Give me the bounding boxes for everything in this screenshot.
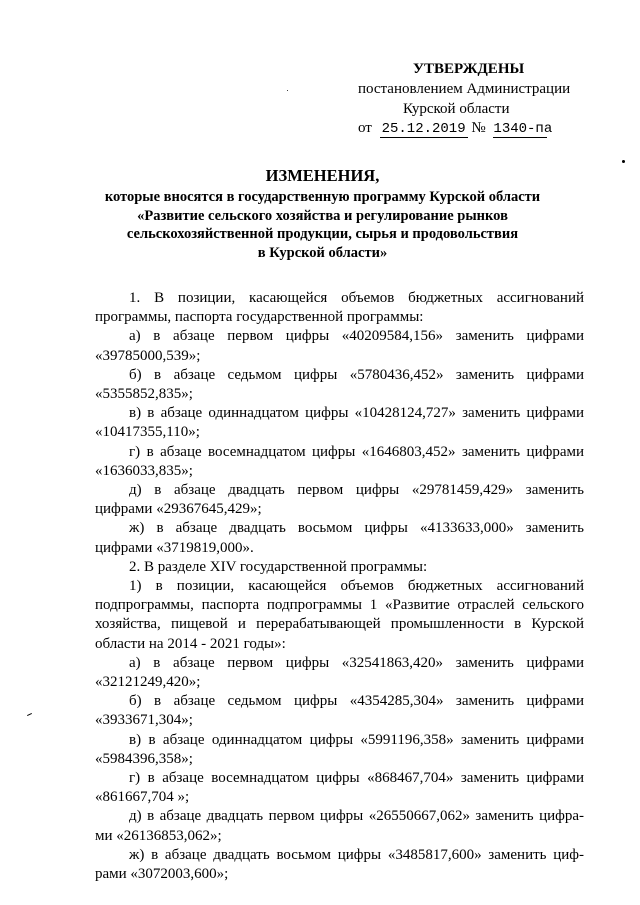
body-line: б) в абзаце седьмом цифры «5780436,452» заменить цифрами: [129, 366, 584, 383]
document-body: [95, 289, 584, 884]
body-line: области на 2014 - 2021 годы»:: [95, 635, 286, 652]
body-line: б) в абзаце седьмом цифры «4354285,304» заменить цифрами: [129, 693, 584, 710]
title-line: «Развитие сельского хозяйства и регулирование рынков: [137, 207, 508, 224]
approval-line-1: постановлением Администрации: [358, 81, 571, 97]
body-line: г) в абзаце восемнадцатом цифры «868467,704» заменить цифрами: [129, 770, 584, 787]
body-line: ж) в абзаце двадцать восьмом цифры «4133633,000» заменить: [129, 520, 584, 537]
body-line: «10417355,110»;: [95, 424, 200, 441]
body-line: «3933671,304»;: [95, 712, 193, 729]
body-line: «5984396,358»;: [95, 750, 193, 767]
approval-date: 25.12.2019: [381, 121, 466, 137]
number-label: №: [471, 120, 486, 136]
body-line: 1) в позиции, касающейся объемов бюджетных ассигнований: [129, 578, 584, 595]
body-line: подпрограммы, паспорта подпрограммы 1 «Развитие отраслей сельского: [95, 597, 584, 614]
body-line: «1636033,835»;: [95, 462, 193, 479]
body-line: а) в абзаце первом цифры «32541863,420» заменить цифрами: [129, 654, 584, 671]
body-line: «32121249,420»;: [95, 674, 201, 691]
approval-number: 1340-па: [493, 121, 553, 137]
body-line: программы, паспорта государственной программы:: [95, 309, 424, 326]
body-line: 2. В разделе XIV государственной программы:: [129, 558, 428, 575]
title-line: в Курской области»: [257, 244, 388, 261]
body-line: ми «26136853,062»;: [95, 827, 222, 844]
approval-block: [0, 60, 640, 140]
title-line: которые вносятся в государственную программу Курской области: [104, 189, 541, 205]
body-line: «861667,704 »;: [95, 789, 190, 806]
body-line: д) в абзаце двадцать первом цифры «26550667,062» заменить цифра-: [129, 808, 584, 825]
from-label: от: [358, 120, 372, 136]
approval-line-2: Курской области: [403, 101, 510, 117]
body-line: а) в абзаце первом цифры «40209584,156» заменить цифрами: [129, 328, 584, 345]
scan-mark: [27, 713, 32, 716]
scan-speck: [622, 160, 625, 163]
body-line: д) в абзаце двадцать первом цифры «29781459,429» заменить: [129, 482, 584, 499]
body-line: г) в абзаце восемнадцатом цифры «1646803,452» заменить цифрами: [129, 443, 584, 460]
body-line: «39785000,539»;: [95, 347, 201, 364]
body-line: цифрами «3719819,000».: [95, 539, 254, 556]
title-main: ИЗМЕНЕНИЯ,: [265, 166, 380, 185]
body-line: рами «3072003,600»;: [95, 866, 229, 883]
approval-heading: УТВЕРЖДЕНЫ: [413, 61, 525, 77]
body-line: 1. В позиции, касающейся объемов бюджетных ассигнований: [129, 290, 584, 306]
document-title: [100, 166, 545, 262]
scan-speck: [287, 90, 288, 91]
body-line: ж) в абзаце двадцать восьмом цифры «3485817,600» заменить циф-: [129, 846, 584, 863]
approval-date-line: [358, 119, 553, 138]
body-line: в) в абзаце одиннадцатом цифры «10428124,727» заменить цифрами: [129, 405, 584, 422]
body-line: «5355852,835»;: [95, 386, 193, 403]
body-line: хозяйства, пищевой и перерабатывающей промышленности в Курской: [95, 616, 584, 633]
body-line: в) в абзаце одиннадцатом цифры «5991196,358» заменить цифрами: [129, 731, 584, 748]
body-line: цифрами «29367645,429»;: [95, 501, 262, 518]
title-line: сельскохозяйственной продукции, сырья и продовольствия: [126, 226, 519, 242]
